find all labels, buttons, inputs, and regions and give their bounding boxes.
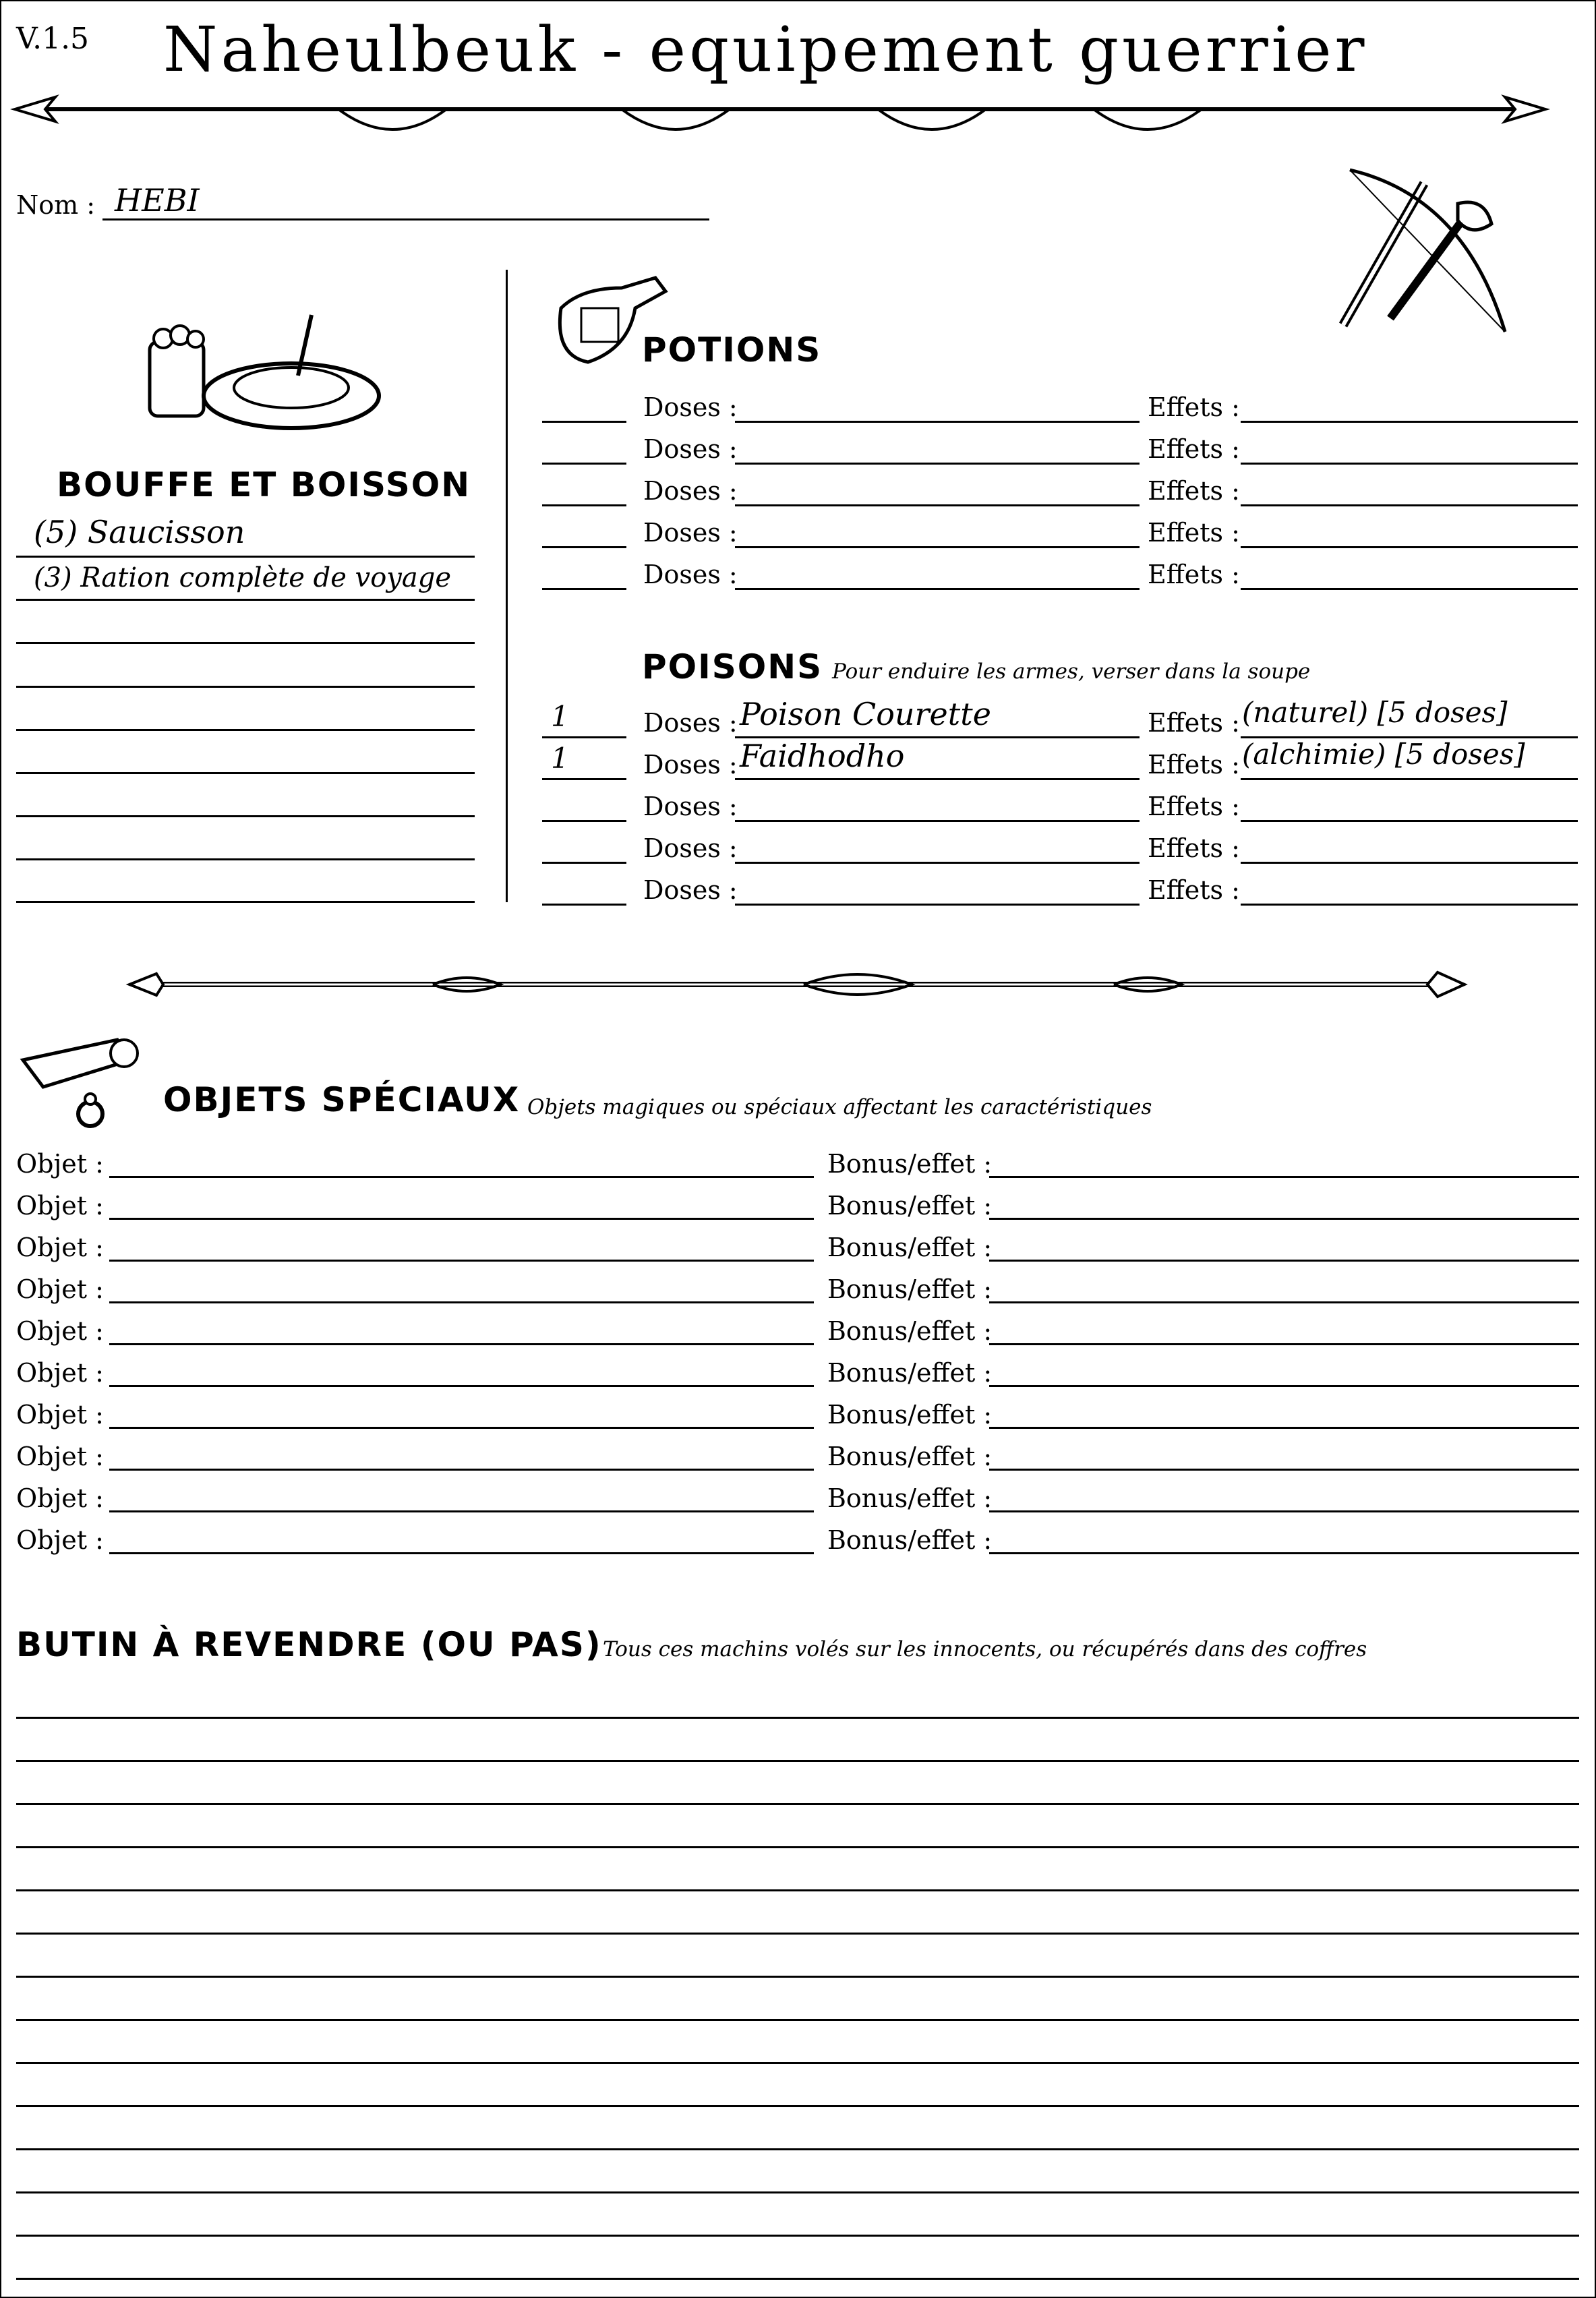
food-heading: BOUFFE ET BOISSON bbox=[57, 465, 471, 504]
special-items-heading: OBJETS SPÉCIAUX bbox=[163, 1080, 521, 1119]
poisons-subtitle: Pour enduire les armes, verser dans la soupe bbox=[832, 659, 1311, 684]
scroll-ring-icon bbox=[16, 1033, 151, 1134]
poison-effect[interactable]: (alchimie) [5 doses] bbox=[1242, 738, 1525, 771]
poison-effect[interactable]: (naturel) [5 doses] bbox=[1242, 696, 1508, 729]
version-label: V.1.5 bbox=[16, 22, 90, 56]
poison-name[interactable]: Faidhodho bbox=[740, 738, 905, 774]
name-label: Nom : bbox=[16, 190, 96, 220]
food-icon bbox=[143, 308, 386, 436]
loot-subtitle: Tous ces machins volés sur les innocents, ou récupérés dans des coffres bbox=[603, 1637, 1367, 1661]
staff-divider-icon bbox=[129, 964, 1465, 1005]
name-field[interactable]: HEBI bbox=[115, 182, 200, 218]
loot-heading: BUTIN À REVENDRE (OU PAS) bbox=[16, 1625, 602, 1664]
crossed-weapons-icon bbox=[1330, 156, 1532, 338]
poison-name[interactable]: Poison Courette bbox=[740, 696, 991, 732]
potions-heading: POTIONS bbox=[642, 330, 822, 370]
page-title: Naheulbeuk - equipement guerrier bbox=[163, 13, 1368, 86]
equipment-sheet: V.1.5 Naheulbeuk - equipement guerrier Nom : HEBI BOUFFE ET BOISSON (5) Saucisson (3) Ration complète de voyage POTIONS Doses : Effets : Doses : Effets : Doses : Effets : Doses : Effets : Doses : Effets : POISONS Pour enduire les armes, verser dans la soupe 1 Doses : Poison Courette Effets : (naturel) [5 doses] 1 Doses : Faidhodho Effets : (alchimie) [5 doses] Doses : Effets : Doses : Effets : Doses : Effets : OBJETS SPÉCIAUX Objets magiques ou spéciaux affectant les caractéristiques Objet : Bonus/effet : Objet : Bonus/effet : Objet : Bonus/effet : Objet : Bonus/effet : Objet : Bonus/effet : Objet : Bonus/effet : Objet : Bonus/effet : Objet : Bonus/effet : Objet : Bonus/effet : Objet : Bonus/effet : BUTIN À REVENDRE (OU PAS) Tous ces machins volés sur les innocents, ou récupérés dans des coffres bbox=[0, 0, 1596, 2298]
spear-divider-icon bbox=[15, 89, 1545, 143]
food-item[interactable]: (5) Saucisson bbox=[34, 514, 245, 550]
poisons-heading: POISONS bbox=[642, 647, 823, 686]
food-item[interactable]: (3) Ration complète de voyage bbox=[34, 562, 452, 593]
special-items-subtitle: Objets magiques ou spéciaux affectant les caractéristiques bbox=[527, 1095, 1152, 1119]
